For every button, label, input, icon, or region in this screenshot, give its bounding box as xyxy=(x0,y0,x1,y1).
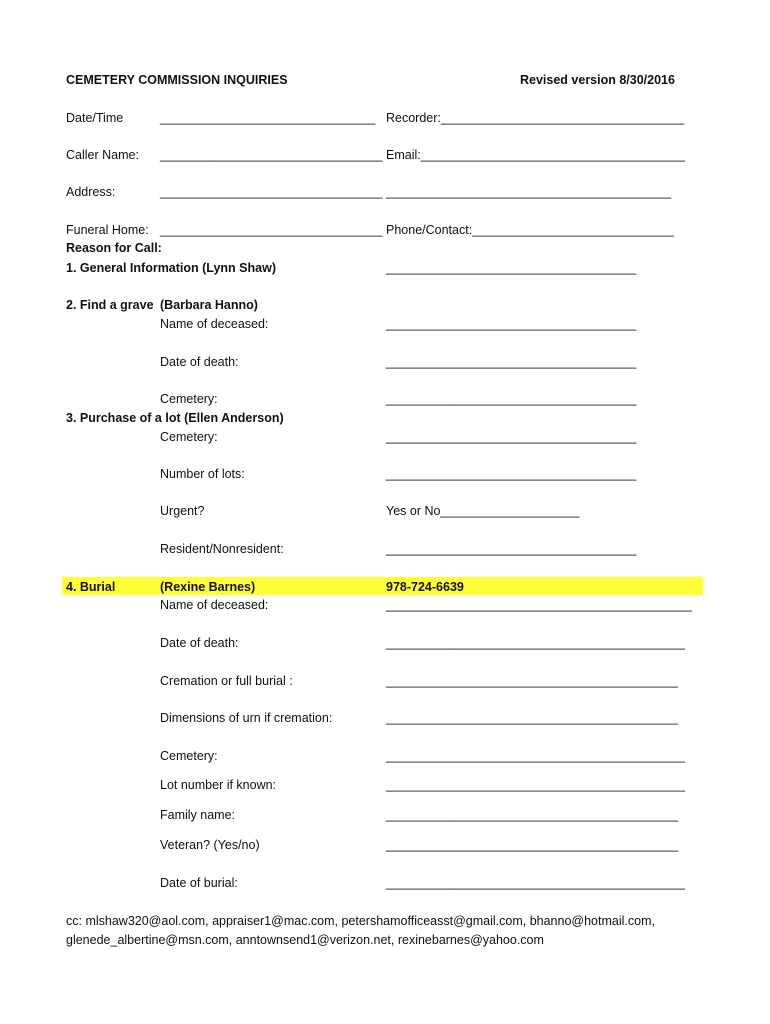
deceased-name-field[interactable]: ____________________________________ xyxy=(386,317,637,331)
burial-cemetery-field[interactable]: ___________________________________________ xyxy=(386,749,685,763)
revision-label: Revised version 8/30/2016 xyxy=(520,73,675,87)
funeral-home-label: Funeral Home: xyxy=(66,223,149,237)
family-name-label: Family name: xyxy=(160,808,236,822)
urn-dimensions-label: Dimensions of urn if cremation: xyxy=(160,711,333,725)
cemetery-field[interactable]: ____________________________________ xyxy=(386,392,637,406)
family-name-field[interactable]: __________________________________________ xyxy=(386,808,678,822)
general-info-field[interactable]: ____________________________________ xyxy=(386,261,637,275)
find-grave-heading: 2. Find a grave xyxy=(66,298,154,312)
purchase-cemetery-field[interactable]: ____________________________________ xyxy=(386,430,637,444)
burial-death-field[interactable]: ___________________________________________ xyxy=(386,636,685,650)
urgent-field[interactable]: Yes or No____________________ xyxy=(386,504,580,518)
datetime-field[interactable]: _______________________________ xyxy=(160,111,376,125)
lot-number-field[interactable]: ___________________________________________ xyxy=(386,778,685,792)
burial-phone: 978-724-6639 xyxy=(386,580,464,594)
general-info-heading: 1. General Information (Lynn Shaw) xyxy=(66,261,276,275)
caller-name-field[interactable]: ________________________________ xyxy=(160,148,383,162)
veteran-field[interactable]: __________________________________________ xyxy=(386,838,678,852)
funeral-home-field[interactable]: ________________________________ xyxy=(160,223,383,237)
resident-field[interactable]: ____________________________________ xyxy=(386,542,637,556)
reason-heading: Reason for Call: xyxy=(66,241,162,255)
deceased-name-label: Name of deceased: xyxy=(160,317,269,331)
date-of-death-label: Date of death: xyxy=(160,355,239,369)
find-grave-contact: (Barbara Hanno) xyxy=(160,298,258,312)
resident-label: Resident/Nonresident: xyxy=(160,542,284,556)
form-title: CEMETERY COMMISSION INQUIRIES xyxy=(66,73,288,87)
date-of-death-field[interactable]: ____________________________________ xyxy=(386,355,637,369)
number-of-lots-label: Number of lots: xyxy=(160,467,245,481)
burial-deceased-field[interactable]: ____________________________________________ xyxy=(386,598,692,612)
burial-heading: 4. Burial xyxy=(66,580,116,594)
burial-deceased-label: Name of deceased: xyxy=(160,598,269,612)
address-field-2[interactable]: _________________________________________ xyxy=(386,185,672,199)
cc-line-1: cc: mlshaw320@aol.com, appraiser1@mac.com, petershamofficeasst@gmail.com, bhanno@hotmail.com, xyxy=(66,914,655,928)
address-field[interactable]: ________________________________ xyxy=(160,185,383,199)
lot-number-label: Lot number if known: xyxy=(160,778,277,792)
purchase-lot-heading: 3. Purchase of a lot (Ellen Anderson) xyxy=(66,411,284,425)
number-of-lots-field[interactable]: ____________________________________ xyxy=(386,467,637,481)
burial-death-label: Date of death: xyxy=(160,636,239,650)
urn-dimensions-field[interactable]: __________________________________________ xyxy=(386,711,678,725)
burial-cemetery-label: Cemetery: xyxy=(160,749,218,763)
phone-contact-field[interactable]: Phone/Contact:_____________________________ xyxy=(386,223,674,237)
email-field[interactable]: Email:______________________________________ xyxy=(386,148,685,162)
cremation-field[interactable]: __________________________________________ xyxy=(386,674,678,688)
cremation-label: Cremation or full burial : xyxy=(160,674,293,688)
purchase-cemetery-label: Cemetery: xyxy=(160,430,218,444)
cemetery-label: Cemetery: xyxy=(160,392,218,406)
cc-line-2: glenede_albertine@msn.com, anntownsend1@verizon.net, rexinebarnes@yahoo.com xyxy=(66,933,544,947)
burial-date-field[interactable]: ___________________________________________ xyxy=(386,876,685,890)
urgent-label: Urgent? xyxy=(160,504,205,518)
burial-highlight xyxy=(62,577,703,595)
cc-list xyxy=(66,912,655,950)
address-label: Address: xyxy=(66,185,116,199)
recorder-field[interactable]: Recorder:___________________________________ xyxy=(386,111,685,125)
burial-contact: (Rexine Barnes) xyxy=(160,580,256,594)
veteran-label: Veteran? (Yes/no) xyxy=(160,838,260,852)
caller-name-label: Caller Name: xyxy=(66,148,139,162)
datetime-label: Date/Time xyxy=(66,111,124,125)
burial-date-label: Date of burial: xyxy=(160,876,238,890)
